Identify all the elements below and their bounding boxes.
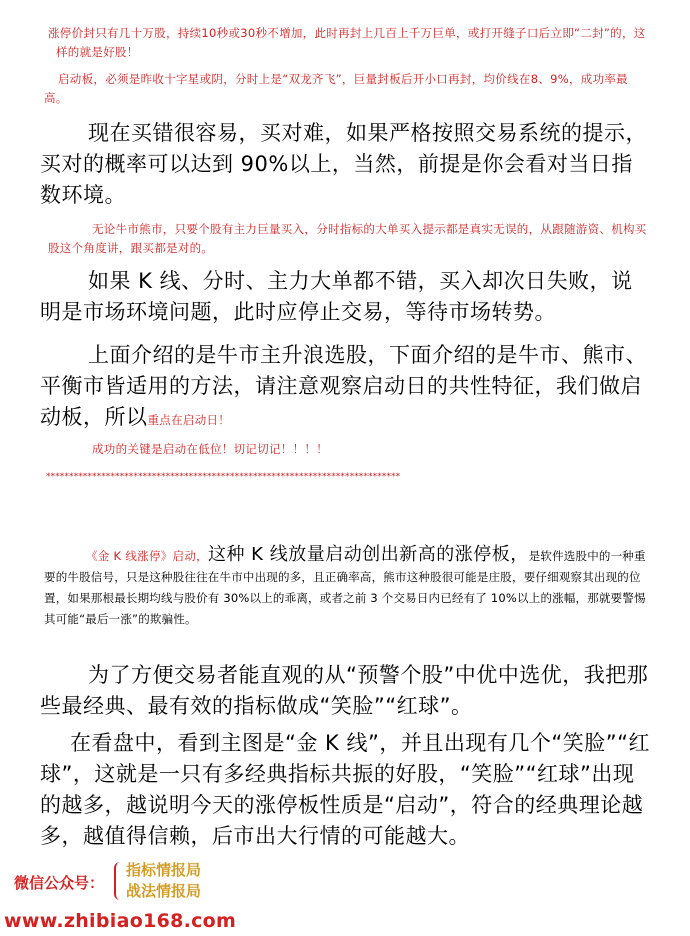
paragraph-golden-k-line	[44, 544, 648, 630]
paragraph-smiley-redball: 为了方便交易者能直观的从“预警个股”中优中选优，我把那些最经典、最有效的指标做成“笑脸”“红球”。	[40, 663, 649, 718]
golden-k-line-detail: 是软件选股中的一种重要的牛股信号，只是这种股往往在牛市中出现的多，且正确率高，熊市这种股很可能是庄股，要仔细观察其出现的位置，如果那根最长期均线与股价有 30%以上的乖离，或者之前 3 个交易日内已经有了 10%以上的涨幅，那就要警惕其可能“最后一涨”的欺骗性。	[44, 549, 646, 626]
method-intro-text: 上面介绍的是牛市主升浪选股，下面介绍的是牛市、熊市、平衡市皆适用的方法，请注意观察启动日的共性特征，我们做启动板，所以	[40, 343, 647, 429]
paragraph-method-intro	[40, 340, 652, 436]
paragraph-market-environment: 如果 K 线、分时、主力大单都不错，买入却次日失败，说明是市场环境问题，此时应停止交易，等待市场转势。	[40, 269, 633, 324]
watermark-wechat-label: 微信公众号：	[14, 874, 105, 892]
watermark-url: www.zhibiao168.com	[4, 910, 237, 932]
paragraph-seal-rule: 涨停价封只有几十万股，持续10秒或30秒不增加，此时再封上几百上千万巨单，或打开缝子口后立即“二封”的，这样的就是好股！	[48, 26, 646, 59]
paragraph-success-key: 成功的关键是启动在低位！切记切记！！！！	[92, 442, 328, 456]
golden-k-line-headline: 这种 K 线放量启动创出新高的涨停板，	[207, 544, 529, 565]
watermark	[0, 858, 300, 936]
paragraph-bull-bear-note: 无论牛市熊市，只要个股有主力巨量买入，分时指标的大单买入提示都是真实无误的，从跟随游资、机构买股这个角度讲，跟买都是对的。	[48, 222, 647, 255]
paragraph-chart-watching: 在看盘中，看到主图是“金 K 线”，并且出现有几个“笑脸”“红球”，这就是一只有多经典指标共振的好股，“笑脸”“红球”出现的越多，越说明今天的涨停板性质是“启动”，符合的经典理论越多，越值得信赖，后市出大行情的可能越大。	[40, 731, 651, 848]
paragraph-buy-correct: 现在买错很容易，买对难，如果严格按照交易系统的提示，买对的概率可以达到 90%以上，当然，前提是你会看对当日指数环境。	[40, 121, 647, 207]
golden-k-line-title: 《金 K 线涨停》启动，	[86, 549, 208, 563]
watermark-line-indicator: 指标情报局	[126, 861, 202, 879]
method-intro-highlight: 重点在启动日！	[147, 413, 231, 427]
paragraph-start-board-rule: 启动板，必须是昨收十字星或阴，分时上是“双龙齐飞”，巨量封板后开小口再封，均价线在8、9%，成功率最高。	[44, 72, 628, 105]
watermark-line-strategy: 战法情报局	[126, 882, 202, 900]
separator-stars: *****************************************************************************	[46, 472, 401, 482]
watermark-brace	[114, 862, 124, 900]
